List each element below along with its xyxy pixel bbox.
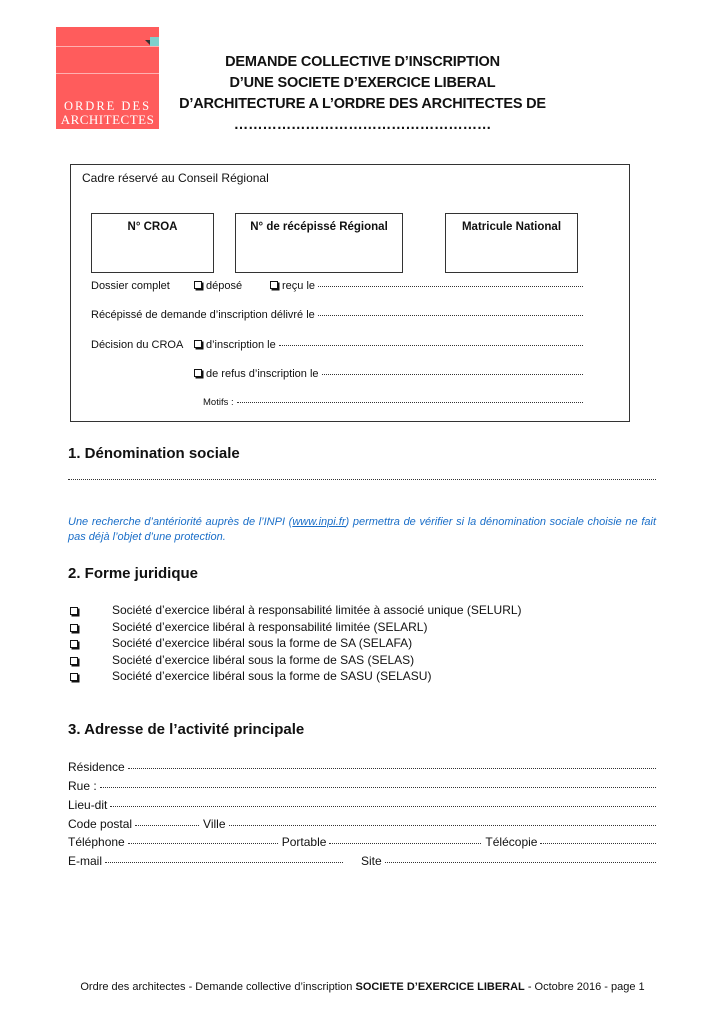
label: Portable [281, 835, 327, 849]
label: N° de récépissé Régional [250, 221, 388, 233]
national-id-field[interactable] [445, 213, 578, 273]
email-site-field[interactable] [68, 854, 656, 868]
forme-option[interactable] [70, 669, 432, 684]
label: Télécopie [485, 835, 538, 849]
label: Société d’exercice libéral à responsabilité limitée à associé unique (SELURL) [112, 603, 522, 617]
label: Résidence [68, 760, 125, 774]
forme-option[interactable] [70, 653, 415, 668]
forme-option[interactable] [70, 636, 413, 651]
recu-field[interactable] [270, 280, 583, 292]
inpi-note: Une recherche d’antériorité auprès de l’INPI (www.inpi.fr) permettra de vérifier si la dénomination sociale choisie ne fait pas déjà l’objet d’une protection. [68, 516, 656, 543]
section-heading: 1. Dénomination sociale [68, 445, 240, 462]
label: Téléphone [68, 835, 125, 849]
label: E-mail [68, 854, 103, 868]
label: reçu le [282, 280, 316, 292]
box-heading: Cadre réservé au Conseil Régional [82, 171, 269, 185]
rue-field[interactable] [68, 779, 656, 793]
regional-council-box [70, 164, 630, 422]
croa-number-field[interactable] [91, 213, 214, 273]
regional-receipt-field[interactable] [235, 213, 403, 273]
forme-option[interactable] [70, 620, 428, 635]
label: N° CROA [127, 221, 178, 233]
depose-checkbox[interactable] [194, 280, 242, 292]
inscription-field[interactable] [194, 339, 583, 351]
doc-title: DEMANDE COLLECTIVE D’INSCRIPTION [225, 54, 500, 70]
recepisse-field[interactable] [91, 309, 583, 321]
residence-field[interactable] [68, 760, 656, 774]
label: déposé [206, 280, 243, 292]
section-heading: 3. Adresse de l’activité principale [68, 721, 305, 738]
label: Matricule National [461, 221, 562, 233]
label: Lieu-dit [68, 798, 108, 812]
cp-ville-field[interactable] [68, 817, 656, 831]
dossier-label: Dossier complet [91, 280, 170, 292]
page-footer: Ordre des architectes - Demande collective d’inscription SOCIETE D’EXERCICE LIBERAL - Octobre 2016 - page 1 [80, 981, 645, 993]
label: Ville [203, 817, 226, 831]
label: de refus d’inscription le [206, 368, 319, 380]
label: Motifs : [203, 397, 234, 408]
denomination-field[interactable] [68, 481, 656, 482]
decision-label: Décision du CROA [91, 339, 184, 351]
inpi-link[interactable]: www.inpi.fr [292, 516, 346, 528]
lieudit-field[interactable] [68, 798, 656, 812]
label: Site [361, 854, 382, 868]
label: Société d’exercice libéral sous la forme de SA (SELAFA) [112, 636, 413, 650]
doc-title: D’UNE SOCIETE D’EXERCICE LIBERAL [229, 75, 496, 91]
label: d’inscription le [206, 339, 276, 351]
phone-field[interactable] [68, 835, 656, 849]
doc-title: D’ARCHITECTURE A L’ORDRE DES ARCHITECTES DE [179, 96, 546, 112]
label: Code postal [68, 817, 133, 831]
label: Société d’exercice libéral sous la forme de SASU (SELASU) [112, 669, 432, 683]
logo-text: ARCHITECTES [60, 112, 155, 127]
label: Rue : [68, 779, 97, 793]
label: Société d’exercice libéral à responsabilité limitée (SELARL) [112, 620, 428, 634]
doc-title: ……………………………………………… [233, 117, 492, 133]
label: Récépissé de demande d’inscription délivré le [91, 309, 315, 321]
motifs-field[interactable] [203, 397, 583, 408]
section-heading: 2. Forme juridique [68, 565, 199, 582]
ordre-des-architectes-logo [56, 27, 159, 129]
label: Société d’exercice libéral sous la forme de SAS (SELAS) [112, 653, 415, 667]
logo-text: ORDRE DES [63, 99, 152, 113]
forme-option[interactable] [70, 603, 522, 618]
refus-field[interactable] [194, 368, 583, 380]
